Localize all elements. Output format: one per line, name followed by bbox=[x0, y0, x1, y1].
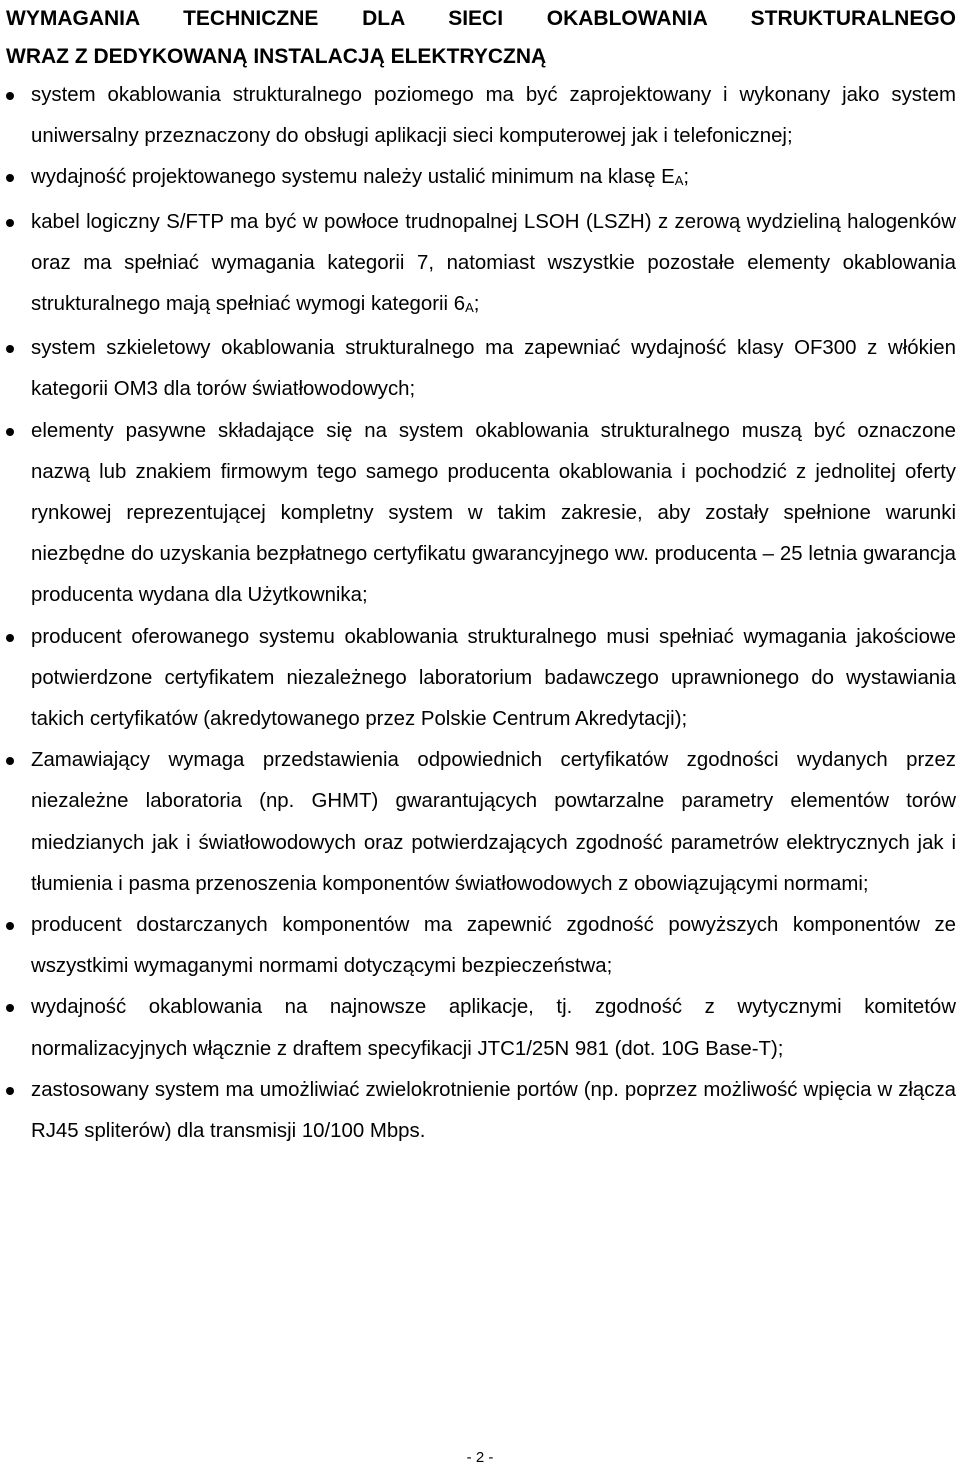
bullet-icon bbox=[6, 428, 14, 436]
item-text: Zamawiający wymaga przedstawienia odpowiednich certyfikatów zgodności wydanych przez niezależne laboratoria (np. GHMT) gwarantujących powtarzalne parametry elementów torów miedzianych jak i światłowodowych oraz potwierdzających zgodność parametrów elektrycznych jak i tłumienia i pasma przenoszenia komponentów światłowodowych z obowiązującymi normami; bbox=[31, 749, 956, 895]
list-item bbox=[0, 328, 956, 410]
item-text: producent dostarczanych komponentów ma zapewnić zgodność powyższych komponentów ze wszystkimi wymaganymi normami dotyczącymi bezpieczeństwa; bbox=[31, 914, 956, 978]
list-item bbox=[0, 75, 956, 157]
list-item bbox=[0, 740, 956, 905]
title-line-2: WRAZ Z DEDYKOWANĄ INSTALACJĄ ELEKTRYCZNĄ bbox=[6, 45, 547, 68]
list-item bbox=[0, 411, 956, 617]
bullet-icon bbox=[6, 92, 14, 100]
item-text: wydajność projektowanego systemu należy ustalić minimum na klasę E bbox=[31, 166, 675, 189]
bullet-icon bbox=[6, 174, 14, 182]
bullet-icon bbox=[6, 757, 14, 765]
item-text: elementy pasywne składające się na system okablowania strukturalnego muszą być oznaczone nazwą lub znakiem firmowym tego samego producenta okablowania i pochodzić z jednolitej oferty rynkowej reprezentującej kompletny system w takim zakresie, aby zostały spełnione warunki niezbędne do uzyskania bezpłatnego certyfikatu gwarancyjnego ww. producenta – 25 letnia gwarancja producenta wydana dla Użytkownika; bbox=[31, 419, 956, 607]
bullet-icon bbox=[6, 219, 14, 227]
bullet-icon bbox=[6, 1004, 14, 1012]
item-text: zastosowany system ma umożliwiać zwielokrotnienie portów (np. poprzez możliwość wpięcia w złącza RJ45 spliterów) dla transmisji 10/100 Mbps. bbox=[31, 1078, 956, 1143]
subscript-text: A bbox=[465, 300, 474, 316]
bullet-icon bbox=[6, 345, 14, 353]
requirements-list bbox=[0, 75, 960, 1152]
item-text: producent oferowanego systemu okablowania strukturalnego musi spełniać wymagania jakościowe potwierdzone certyfikatem niezależnego laboratorium badawczego uprawnionego do wystawiania takich certyfikatów (akredytowanego przez Polskie Centrum Akredytacji); bbox=[31, 625, 956, 731]
list-item bbox=[0, 987, 956, 1069]
list-item bbox=[0, 202, 956, 329]
list-item bbox=[0, 617, 956, 741]
item-text: system okablowania strukturalnego poziomego ma być zaprojektowany i wykonany jako system uniwersalny przeznaczony do obsługi aplikacji sieci komputerowej jak i telefonicznej; bbox=[31, 84, 956, 148]
bullet-icon bbox=[6, 634, 14, 642]
item-text-end: ; bbox=[473, 293, 480, 316]
document-title bbox=[6, 0, 956, 76]
title-line-1: WYMAGANIA TECHNICZNE DLA SIECI OKABLOWANIA STRUKTURALNEGO bbox=[6, 7, 956, 30]
list-item bbox=[0, 905, 956, 987]
bullet-icon bbox=[6, 922, 14, 930]
list-item bbox=[0, 157, 956, 201]
item-text: system szkieletowy okablowania strukturalnego ma zapewniać wydajność klasy OF300 z włókien kategorii OM3 dla torów światłowodowych; bbox=[31, 337, 956, 401]
item-text-end: ; bbox=[683, 166, 690, 189]
item-text: wydajność okablowania na najnowsze aplikacje, tj. zgodność z wytycznymi komitetów normalizacyjnych włącznie z draftem specyfikacji JTC1/25N 981 (dot. 10G Base-T); bbox=[31, 996, 956, 1060]
bullet-icon bbox=[6, 1087, 14, 1095]
page-number: - 2 - bbox=[466, 1449, 494, 1466]
item-text: kabel logiczny S/FTP ma być w powłoce trudnopalnej LSOH (LSZH) z zerową wydzieliną halogenków oraz ma spełniać wymagania kategorii 7, natomiast wszystkie pozostałe elementy okablowania strukturalnego mają spełniać wymogi kategorii 6 bbox=[31, 210, 956, 316]
subscript-text: A bbox=[674, 173, 684, 189]
list-item bbox=[0, 1070, 956, 1152]
